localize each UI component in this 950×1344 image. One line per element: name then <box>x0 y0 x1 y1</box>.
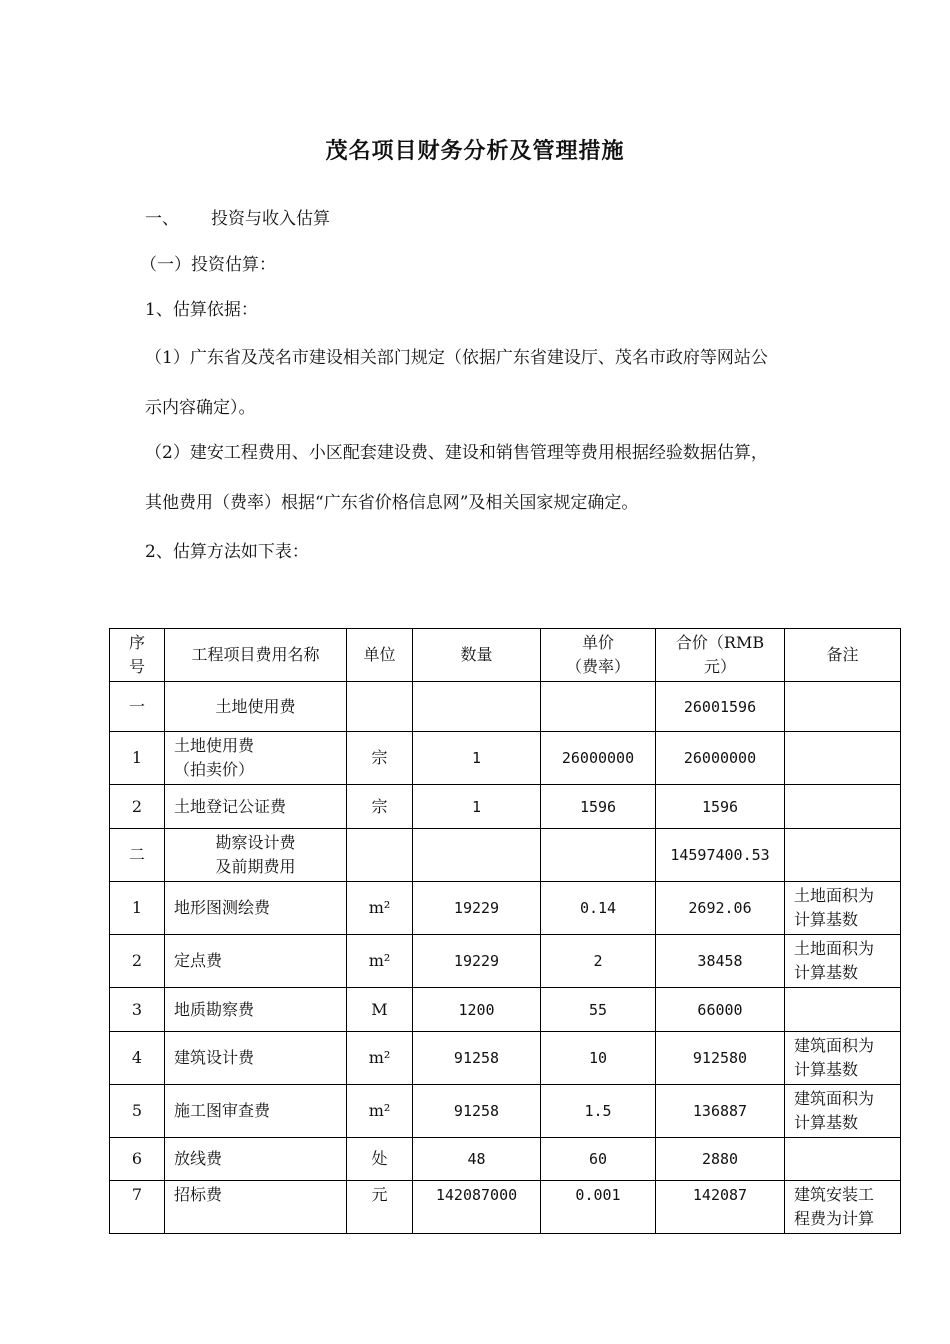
cell-remark <box>785 829 901 882</box>
cell-name: 土地使用费 <box>165 682 347 732</box>
cell-unit: m² <box>347 935 413 988</box>
section-text: 投资与收入估算 <box>211 209 330 229</box>
cell-seq: 2 <box>110 785 165 829</box>
cell-qty: 91258 <box>413 1032 541 1085</box>
cell-remark <box>785 1138 901 1181</box>
cell-qty: 19229 <box>413 935 541 988</box>
cell-name: 勘察设计费 及前期费用 <box>165 829 347 882</box>
cell-total: 66000 <box>656 988 785 1032</box>
cell-unit: 宗 <box>347 732 413 785</box>
cell-qty: 48 <box>413 1138 541 1181</box>
cell-qty: 1 <box>413 732 541 785</box>
cell-total: 1596 <box>656 785 785 829</box>
cell-total: 14597400.53 <box>656 829 785 882</box>
cell-unit: m² <box>347 882 413 935</box>
cell-price: 26000000 <box>541 732 656 785</box>
cell-price <box>541 829 656 882</box>
cell-name: 土地登记公证费 <box>165 785 347 829</box>
cell-seq: 6 <box>110 1138 165 1181</box>
cell-remark: 建筑安装工 程费为计算 <box>785 1181 901 1234</box>
cell-qty: 1200 <box>413 988 541 1032</box>
cell-unit: M <box>347 988 413 1032</box>
cell-qty: 19229 <box>413 882 541 935</box>
cell-unit: 处 <box>347 1138 413 1181</box>
cell-qty: 142087000 <box>413 1181 541 1234</box>
header-remark: 备注 <box>785 629 901 682</box>
cell-total: 26000000 <box>656 732 785 785</box>
cell-price <box>541 682 656 732</box>
cell-total: 2692.06 <box>656 882 785 935</box>
cell-total: 142087 <box>656 1181 785 1234</box>
cell-name: 地形图测绘费 <box>165 882 347 935</box>
table-row <box>110 732 901 785</box>
cell-name: 招标费 <box>165 1181 347 1234</box>
cell-total: 912580 <box>656 1032 785 1085</box>
cost-estimate-table <box>109 628 901 1234</box>
page-title: 茂名项目财务分析及管理措施 <box>325 139 625 164</box>
table-row <box>110 682 901 732</box>
table-row <box>110 785 901 829</box>
cell-name: 定点费 <box>165 935 347 988</box>
table-header-row <box>110 629 901 682</box>
cell-price: 2 <box>541 935 656 988</box>
cell-qty: 1 <box>413 785 541 829</box>
cell-unit: m² <box>347 1085 413 1138</box>
cell-seq: 1 <box>110 882 165 935</box>
cell-total: 2880 <box>656 1138 785 1181</box>
paragraph-method: 2、估算方法如下表： <box>145 542 309 562</box>
paragraph-rule-1-line-1: （1）广东省及茂名市建设相关部门规定（依据广东省建设厅、茂名市政府等网站公 <box>145 348 768 368</box>
cell-name: 地质勘察费 <box>165 988 347 1032</box>
cell-price: 10 <box>541 1032 656 1085</box>
cell-seq: 5 <box>110 1085 165 1138</box>
cell-seq: 1 <box>110 732 165 785</box>
header-seq: 序 号 <box>110 629 165 682</box>
cell-price: 55 <box>541 988 656 1032</box>
table-row <box>110 882 901 935</box>
cell-name: 土地使用费 （拍卖价） <box>165 732 347 785</box>
cell-unit <box>347 829 413 882</box>
cell-seq: 3 <box>110 988 165 1032</box>
cell-qty <box>413 829 541 882</box>
cell-price: 0.14 <box>541 882 656 935</box>
table-row <box>110 988 901 1032</box>
cell-remark <box>785 785 901 829</box>
table-row <box>110 1181 901 1234</box>
paragraph-rule-2-line-1: （2）建安工程费用、小区配套建设费、建设和销售管理等费用根据经验数据估算， <box>145 443 768 463</box>
cell-total: 26001596 <box>656 682 785 732</box>
header-name: 工程项目费用名称 <box>165 629 347 682</box>
cell-remark <box>785 988 901 1032</box>
cell-seq: 7 <box>110 1181 165 1234</box>
cell-name: 施工图审查费 <box>165 1085 347 1138</box>
subsection-heading: （一）投资估算： <box>140 255 276 275</box>
table-row <box>110 935 901 988</box>
table-row <box>110 829 901 882</box>
table-row <box>110 1138 901 1181</box>
section-heading-1 <box>145 204 330 229</box>
cell-unit: m² <box>347 1032 413 1085</box>
cell-seq: 二 <box>110 829 165 882</box>
cell-remark: 土地面积为 计算基数 <box>785 882 901 935</box>
cell-remark: 土地面积为 计算基数 <box>785 935 901 988</box>
paragraph-basis: 1、估算依据： <box>145 300 258 320</box>
cell-price: 60 <box>541 1138 656 1181</box>
cell-remark: 建筑面积为 计算基数 <box>785 1085 901 1138</box>
cell-total: 38458 <box>656 935 785 988</box>
header-total: 合价（RMB 元） <box>656 629 785 682</box>
table-row <box>110 1032 901 1085</box>
section-number: 一、 <box>145 209 179 229</box>
cell-price: 0.001 <box>541 1181 656 1234</box>
header-unit: 单位 <box>347 629 413 682</box>
header-price: 单价 （费率） <box>541 629 656 682</box>
cell-qty: 91258 <box>413 1085 541 1138</box>
cell-total: 136887 <box>656 1085 785 1138</box>
table-row <box>110 1085 901 1138</box>
cell-remark <box>785 732 901 785</box>
header-qty: 数量 <box>413 629 541 682</box>
cell-price: 1.5 <box>541 1085 656 1138</box>
cell-qty <box>413 682 541 732</box>
cell-name: 放线费 <box>165 1138 347 1181</box>
cell-seq: 一 <box>110 682 165 732</box>
paragraph-rule-2-line-2: 其他费用（费率）根据“广东省价格信息网”及相关国家规定确定。 <box>145 493 639 513</box>
cell-unit: 元 <box>347 1181 413 1234</box>
cell-remark: 建筑面积为 计算基数 <box>785 1032 901 1085</box>
cell-unit <box>347 682 413 732</box>
cell-remark <box>785 682 901 732</box>
cell-name: 建筑设计费 <box>165 1032 347 1085</box>
paragraph-rule-1-line-2: 示内容确定）。 <box>145 398 256 418</box>
cell-unit: 宗 <box>347 785 413 829</box>
cell-seq: 2 <box>110 935 165 988</box>
cell-seq: 4 <box>110 1032 165 1085</box>
cell-price: 1596 <box>541 785 656 829</box>
